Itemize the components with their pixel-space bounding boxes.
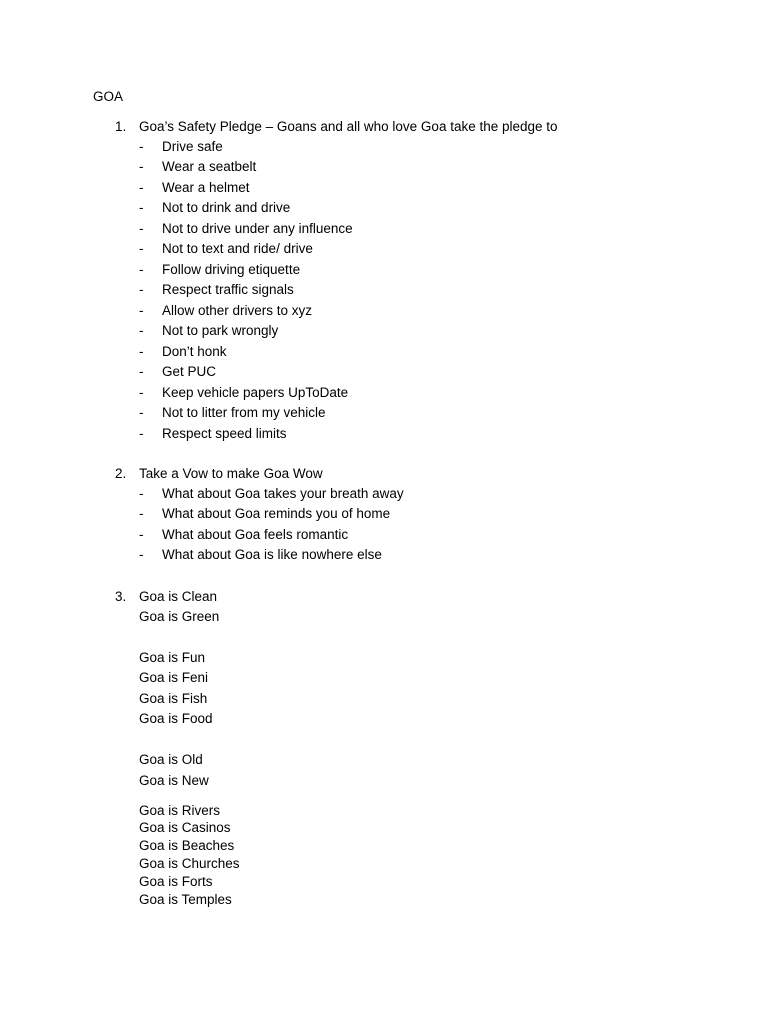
goa-is-statement: Goa is Feni xyxy=(139,670,209,685)
dash-bullet: - xyxy=(139,261,144,277)
list-item-text: Don’t honk xyxy=(162,343,227,359)
dash-bullet: - xyxy=(139,159,144,175)
dash-bullet: - xyxy=(139,547,144,563)
dash-bullet: - xyxy=(139,220,144,236)
list-item-text: Get PUC xyxy=(162,364,217,380)
list-item-text: What about Goa takes your breath away xyxy=(162,485,404,501)
dash-bullet: - xyxy=(139,323,144,339)
dash-bullet: - xyxy=(139,282,144,298)
list-item-text: Drive safe xyxy=(162,138,223,154)
item-number: 2. xyxy=(115,465,127,481)
dash-bullet: - xyxy=(139,302,144,318)
goa-is-statement: Goa is Casinos xyxy=(139,820,231,836)
list-item-text: Not to drive under any influence xyxy=(162,220,353,236)
list-item-text: Not to text and ride/ drive xyxy=(162,241,313,257)
dash-bullet: - xyxy=(139,506,144,522)
list-item-text: Wear a helmet xyxy=(162,179,250,195)
goa-is-group-2 xyxy=(139,648,213,730)
dash-bullet: - xyxy=(139,485,144,501)
goa-is-statement: Goa is Clean xyxy=(139,588,218,604)
list-item-text: Follow driving etiquette xyxy=(162,261,301,277)
dash-bullet: - xyxy=(139,200,144,216)
dash-bullet: - xyxy=(139,405,144,421)
goa-is-statement: Goa is Churches xyxy=(139,856,240,872)
goa-is-group-4 xyxy=(139,802,240,909)
list-item-text: What about Goa feels romantic xyxy=(162,526,349,542)
dash-bullet: - xyxy=(139,526,144,542)
list-item-text: Not to park wrongly xyxy=(162,323,279,339)
goa-is-statement: Goa is Food xyxy=(139,711,213,726)
list-item-text: Respect speed limits xyxy=(162,425,287,441)
goa-is-group-3 xyxy=(139,750,209,791)
vow-heading: Take a Vow to make Goa Wow xyxy=(139,465,323,481)
dash-bullet: - xyxy=(139,425,144,441)
list-item-text: What about Goa is like nowhere else xyxy=(162,547,382,563)
dash-bullet: - xyxy=(139,343,144,359)
list-item-text: Keep vehicle papers UpToDate xyxy=(162,384,349,400)
list-item-text: Not to litter from my vehicle xyxy=(162,405,326,421)
item-number: 3. xyxy=(115,588,127,604)
dash-bullet: - xyxy=(139,384,144,400)
document-title: GOA xyxy=(93,89,124,104)
goa-is-statement: Goa is Forts xyxy=(139,874,213,890)
dash-bullet: - xyxy=(139,241,144,257)
goa-is-statement: Goa is New xyxy=(139,772,209,788)
list-item-text: Wear a seatbelt xyxy=(162,159,257,175)
list-item-text: Respect traffic signals xyxy=(162,282,294,298)
dash-bullet: - xyxy=(139,179,144,195)
list-item-text: What about Goa reminds you of home xyxy=(162,506,391,522)
goa-is-statement: Goa is Rivers xyxy=(139,802,221,818)
goa-is-statement: Goa is Fish xyxy=(139,690,208,706)
list-item-text: Allow other drivers to xyz xyxy=(162,302,313,318)
safety-pledge-heading: Goa’s Safety Pledge – Goans and all who love Goa take the pledge to xyxy=(139,118,558,134)
goa-is-statement: Goa is Temples xyxy=(139,891,232,907)
list-item-text: Not to drink and drive xyxy=(162,200,291,216)
dash-bullet: - xyxy=(139,138,144,154)
goa-is-statement: Goa is Green xyxy=(139,609,220,624)
goa-is-statement: Goa is Old xyxy=(139,752,203,767)
dash-bullet: - xyxy=(139,364,144,380)
goa-is-group-1 xyxy=(139,587,219,628)
item-number: 1. xyxy=(115,118,127,134)
goa-is-statement: Goa is Fun xyxy=(139,649,206,665)
goa-is-statement: Goa is Beaches xyxy=(139,838,235,854)
